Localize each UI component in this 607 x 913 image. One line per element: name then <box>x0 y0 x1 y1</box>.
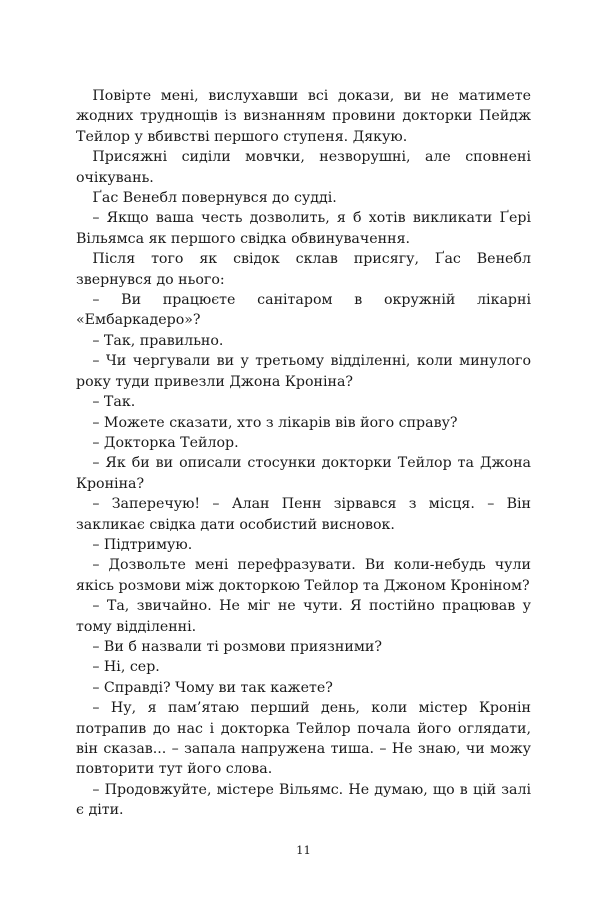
paragraph-15: – Дозвольте мені перефразувати. Ви коли-небудь чули якісь розмови між докторкою Тейлор та Джоном Кроніном? <box>76 557 531 594</box>
paragraph-16: – Та, звичайно. Не міг не чути. Я постійно працював у тому відділенні. <box>76 598 531 635</box>
paragraph-5: Після того як свідок склав присягу, Ґас Венебл звернувся до нього: <box>76 251 531 288</box>
paragraph-19: – Справді? Чому ви так кажете? <box>92 679 333 696</box>
paragraph-9: – Так. <box>92 394 136 411</box>
book-page-text <box>76 86 531 821</box>
paragraph-20: – Ну, я пам’ятаю перший день, коли містер Кронін потрапив до нас і докторка Тейлор почала його оглядати, він сказав... – запала напружена тиша. – Не знаю, чи можу повторити тут його слова. <box>76 700 531 778</box>
paragraph-18: – Ні, сер. <box>92 659 160 676</box>
paragraph-2: Присяжні сиділи мовчки, незворушні, але сповнені очікувань. <box>76 149 531 186</box>
paragraph-17: – Ви б назвали ті розмови приязними? <box>92 638 382 655</box>
paragraph-1: Повірте мені, вислухавши всі докази, ви не матимете жодних труднощів із визнанням провини докторки Пейдж Тейлор у вбивстві першого ступеня. Дякую. <box>76 88 531 145</box>
paragraph-12: – Як би ви описали стосунки докторки Тейлор та Джона Кроніна? <box>76 455 531 492</box>
paragraph-21: – Продовжуйте, містере Вільямс. Не думаю, що в цій залі є діти. <box>76 781 531 819</box>
paragraph-8: – Чи чергували ви у третьому відділенні, коли минулого року туди привезли Джона Кроніна? <box>76 353 531 390</box>
paragraph-11: – Докторка Тейлор. <box>92 434 239 451</box>
paragraph-7: – Так, правильно. <box>92 332 224 349</box>
paragraph-4: – Якщо ваша честь дозволить, я б хотів викликати Ґері Вільямса як першого свідка обвинувачення. <box>76 210 531 247</box>
paragraph-13: – Заперечую! – Алан Пенн зірвався з місця. – Він закликає свідка дати особистий висновок. <box>76 496 531 533</box>
paragraph-3: Ґас Венебл повернувся до судді. <box>92 190 337 207</box>
paragraph-14: – Підтримую. <box>92 536 193 553</box>
paragraph-10: – Можете сказати, хто з лікарів вів його справу? <box>92 414 458 431</box>
paragraph-6: – Ви працюєте санітаром в окружній лікарні «Ембаркадеро»? <box>76 292 531 329</box>
page-number: 11 <box>296 843 311 857</box>
